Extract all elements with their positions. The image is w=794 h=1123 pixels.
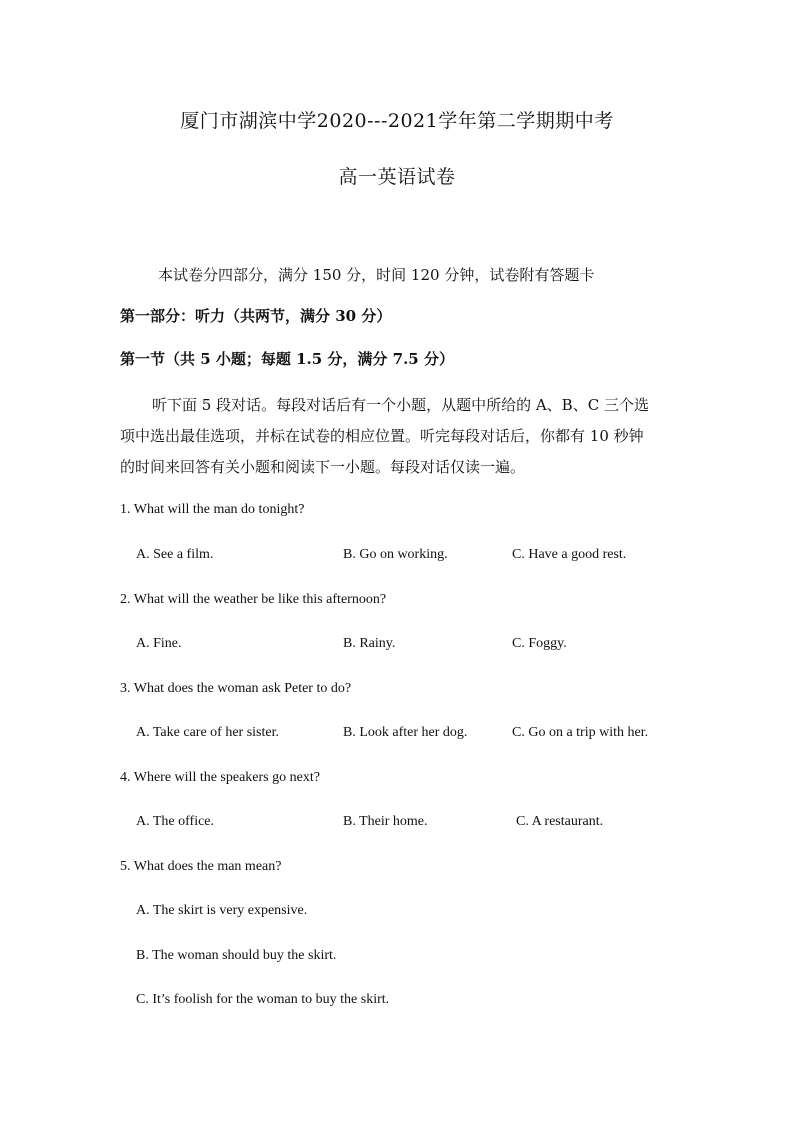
question-4: 4. Where will the speakers go next? (120, 770, 320, 785)
question-5: 5. What does the man mean? (120, 859, 282, 874)
question-3-option-a: A. Take care of her sister. (136, 725, 279, 740)
question-3-option-b: B. Look after her dog. (343, 725, 468, 740)
question-4-option-a: A. The office. (136, 814, 215, 829)
question-1: 1. What will the man do tonight? (120, 502, 305, 517)
question-3-option-c: C. Go on a trip with her. (512, 725, 649, 740)
section1-heading: 第一节（共 5 小题；每题 1.5 分，满分 7.5 分） (120, 350, 454, 368)
exam-title-line1: 厦门市湖滨中学2020---2021学年第二学期期中考 (180, 110, 614, 132)
instructions-line-1: 听下面 5 段对话。每段对话后有一个小题，从题中所给的 A、B、C 三个选 (152, 396, 649, 414)
exam-title-line2: 高一英语试卷 (338, 166, 456, 188)
question-3: 3. What does the woman ask Peter to do? (120, 681, 352, 696)
question-4-option-b: B. Their home. (343, 814, 428, 829)
instructions-line-3: 的时间来回答有关小题和阅读下一小题。每段对话仅读一遍。 (120, 458, 526, 476)
question-2-option-b: B. Rainy. (343, 636, 396, 651)
question-1-option-a: A. See a film. (136, 547, 214, 562)
question-2-option-c: C. Foggy. (512, 636, 567, 651)
question-5-option-a: A. The skirt is very expensive. (136, 903, 308, 918)
part1-heading: 第一部分：听力（共两节，满分 30 分） (120, 307, 392, 325)
question-2-option-a: A. Fine. (136, 636, 182, 651)
instructions-line-2: 项中选出最佳选项，并标在试卷的相应位置。听完每段对话后，你都有 10 秒钟 (120, 427, 644, 445)
question-5-option-c: C. It’s foolish for the woman to buy the skirt. (136, 992, 390, 1007)
exam-intro: 本试卷分四部分，满分 150 分，时间 120 分钟，试卷附有答题卡 (158, 266, 595, 284)
question-2: 2. What will the weather be like this afternoon? (120, 592, 387, 607)
question-1-option-c: C. Have a good rest. (512, 547, 627, 562)
question-1-option-b: B. Go on working. (343, 547, 448, 562)
question-5-option-b: B. The woman should buy the skirt. (136, 948, 337, 963)
question-4-option-c: C. A restaurant. (516, 814, 604, 829)
